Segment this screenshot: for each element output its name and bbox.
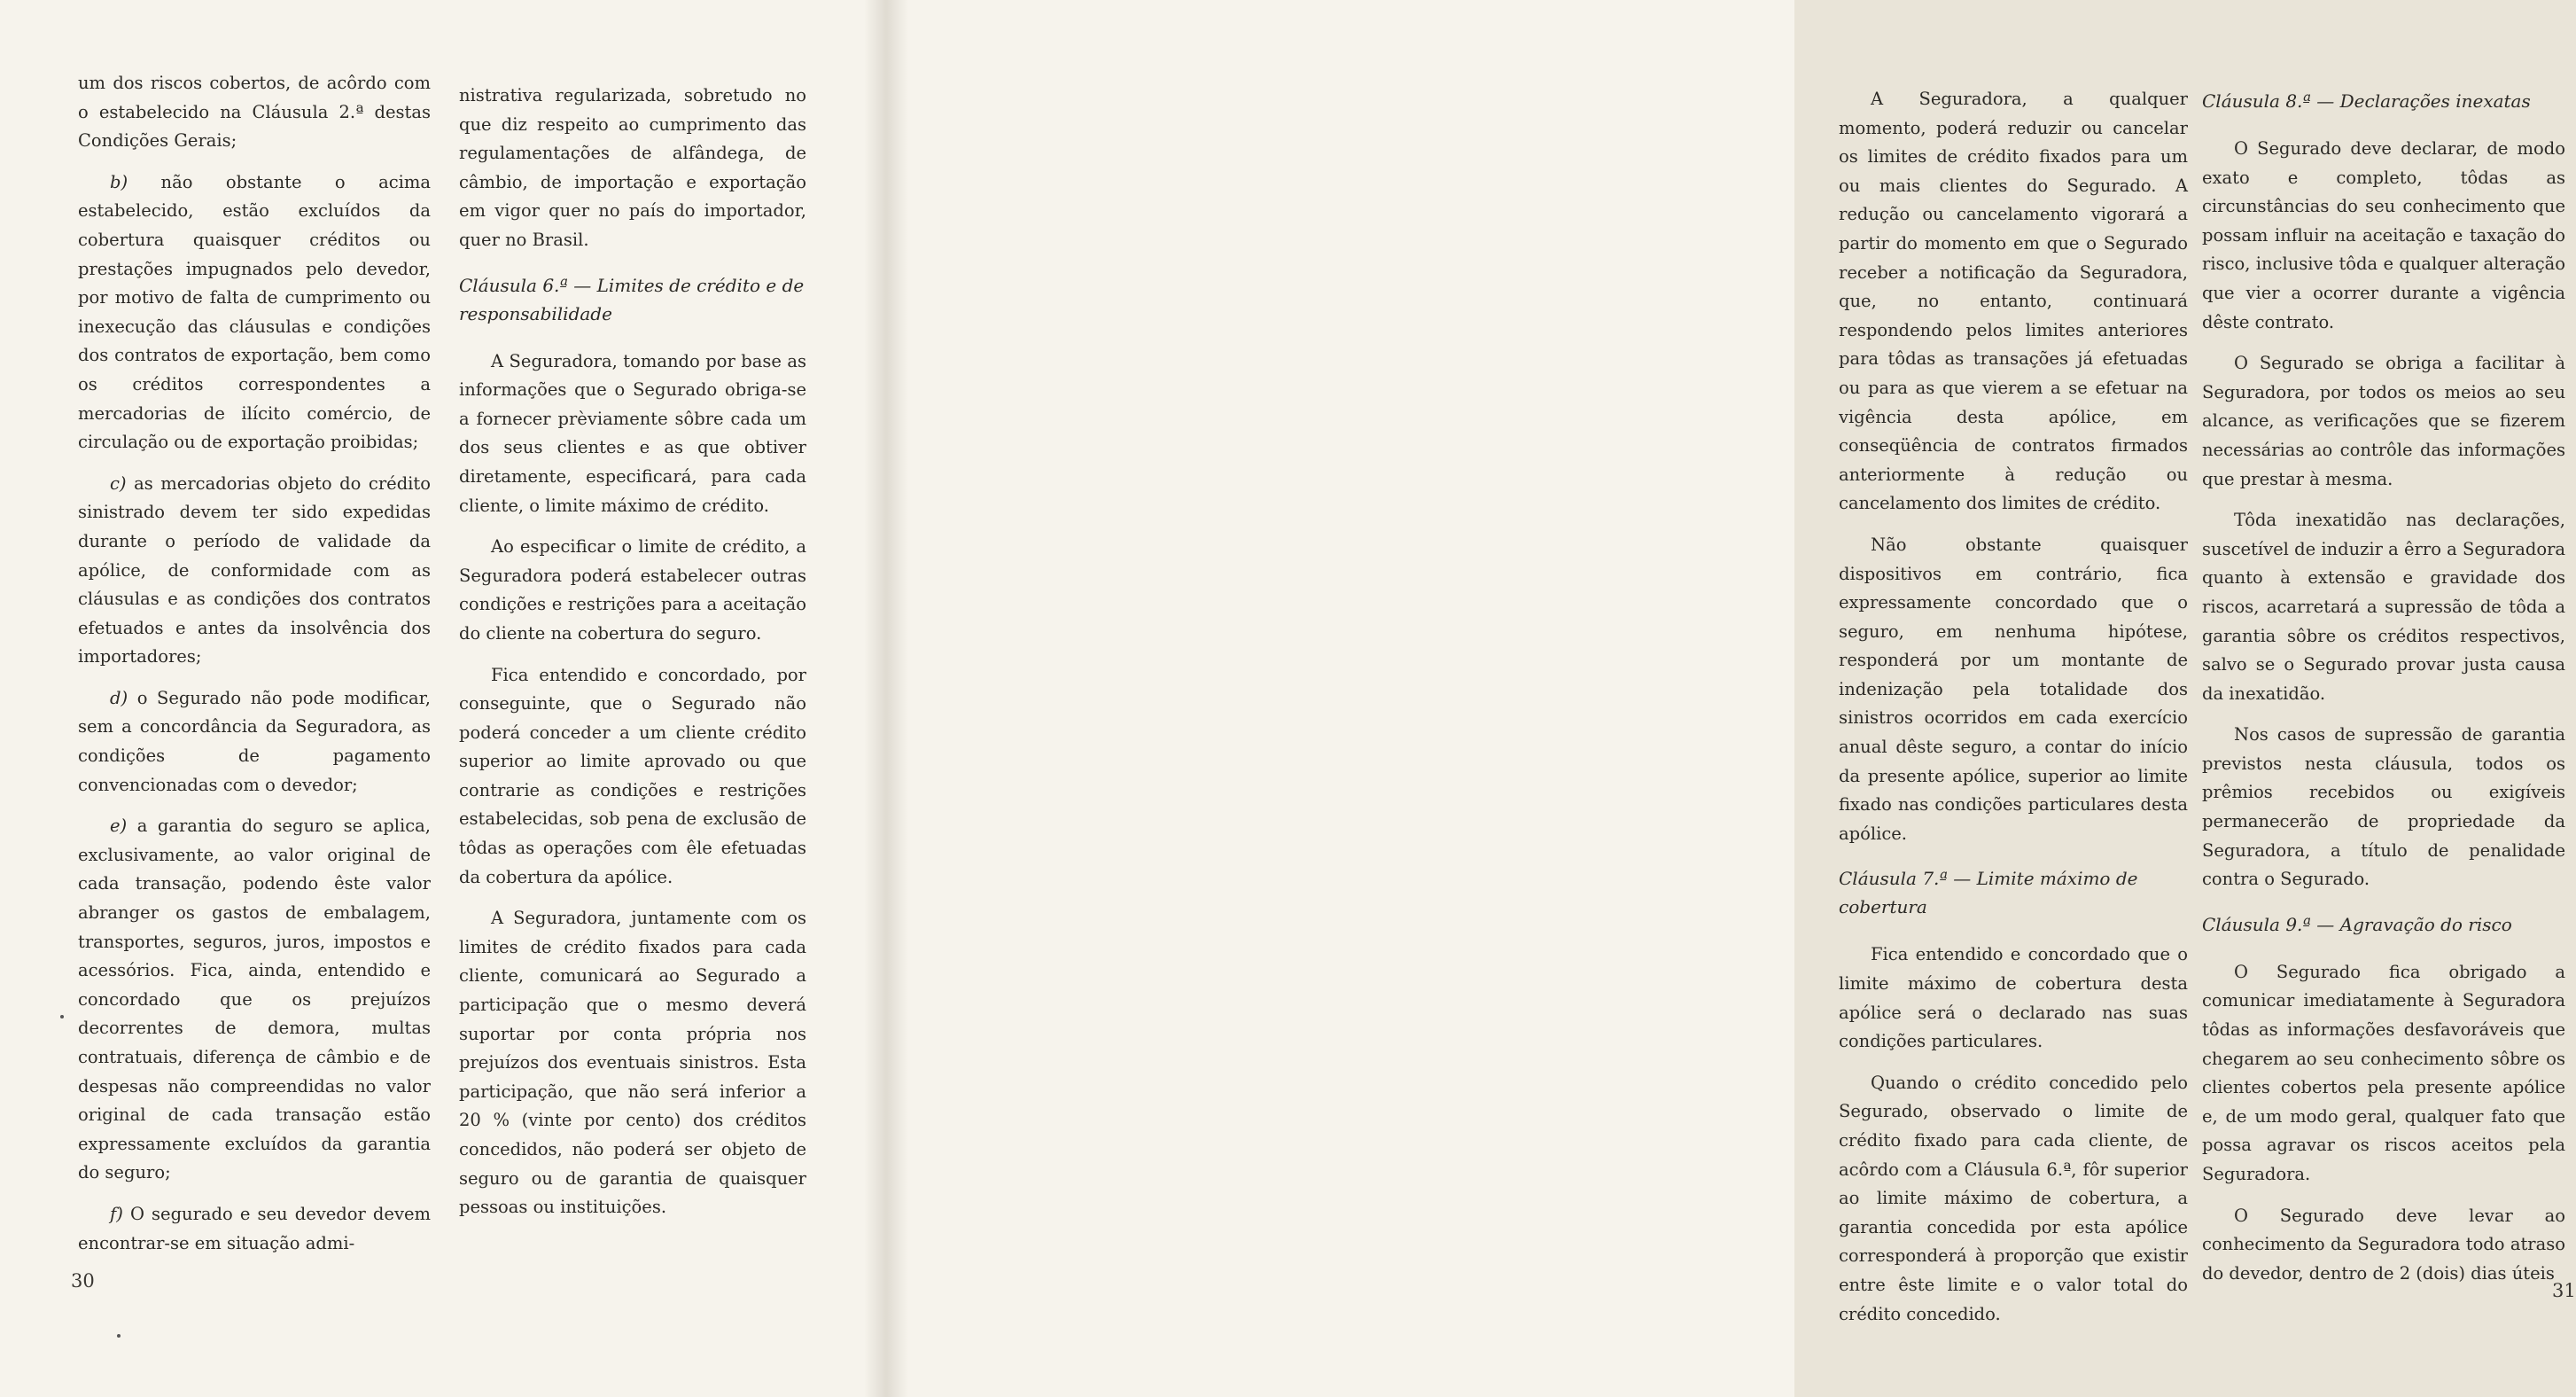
list-item-paragraph (78, 168, 431, 457)
left-page-column-2 (459, 82, 806, 1235)
body-paragraph: Ao especificar o limite de crédito, a Seguradora poderá estabelecer outras condições e restrições para a aceitação do cliente na cobertura do seguro. (459, 536, 806, 644)
body-paragraph: O Segurado fica obrigado a comunicar imediatamente à Seguradora tôdas as informações desfavoráveis que chegarem ao seu conhecimento sôbre os clientes cobertos pela presente apólice e, de um modo geral, qualquer fato que possa agravar os riscos aceitos pela Seguradora. (2202, 961, 2565, 1184)
page-number-left: 30 (71, 1270, 95, 1292)
left-page (0, 0, 886, 1397)
list-item-marker: d) (110, 687, 128, 708)
body-paragraph: um dos riscos cobertos, de acôrdo com o estabelecido na Cláusula 2.ª destas Condições Gerais; (78, 73, 431, 152)
list-item-text: não obstante o acima estabelecido, estão excluídos da cobertura quaisquer créditos ou prestações impugnados pelo devedor, por motivo de falta de cumprimento ou inexecução das cláusulas e condições dos contratos de exportação, bem como os créditos correspondentes a mercadorias de ilícito comércio, de circulação ou de exportação proibidas; (78, 171, 431, 453)
list-item-paragraph (78, 684, 431, 800)
list-item-text: O segurado e seu devedor devem encontrar-se em situação admi- (78, 1203, 432, 1253)
body-paragraph: Não obstante quaisquer dispositivos em contrário, fica expressamente concordado que o seguro, em nenhuma hipótese, responderá por um montante de indenização pela totalidade dos sinistros ocorridos em cada exercício anual dêste seguro, a contar do início da presente apólice, superior ao limite fixado nas condições particulares desta apólice. (1839, 534, 2188, 844)
right-page-column-1 (1839, 85, 2188, 1341)
list-item-paragraph (78, 1200, 431, 1258)
clause-heading: Cláusula 8.ª — Declarações inexatas (2202, 90, 2531, 112)
list-item-marker: e) (110, 816, 128, 837)
body-paragraph: A Seguradora, a qualquer momento, poderá reduzir ou cancelar os limites de crédito fixados para um ou mais clientes do Segurado. A redução ou cancelamento vigorará a partir do momento em que o Segurado receber a notificação da Seguradora, que, no entanto, continuará respondendo pelos limites anteriores para tôdas as transações já efetuadas ou para as que vierem a se efetuar na vigência desta apólice, em conseqüência de contratos firmados anteriormente à redução ou cancelamento dos limites de crédito. (1839, 89, 2188, 514)
paper-speck (117, 1334, 121, 1338)
list-item-text: a garantia do seguro se aplica, exclusivamente, ao valor original de cada transação, podendo êste valor abranger os gastos de embalagem, transportes, seguros, juros, impostos e acessórios. Fica, ainda, entendido e concordado que os prejuízos decorrentes de demora, multas contratuais, diferença de câmbio e de despesas não compreendidas no valor original de cada transação estão expressamente excluídos da garantia do seguro; (78, 816, 431, 1183)
body-paragraph: Fica entendido e concordado que o limite máximo de cobertura desta apólice será o declarado nas suas condições particulares. (1839, 944, 2188, 1052)
list-item-paragraph (78, 812, 431, 1188)
body-paragraph: Fica entendido e concordado, por conseguinte, que o Segurado não poderá conceder a um cliente crédito superior ao limite aprovado ou que contrarie as condições e restrições estabelecidas, sob pena de exclusão de tôdas as operações com êle efetuadas da cobertura da apólice. (459, 664, 806, 887)
left-page-column-1 (78, 69, 431, 1270)
body-paragraph: Nos casos de supressão de garantia previstos nesta cláusula, todos os prêmios recebidos ou exigíveis permanecerão de propriedade da Seguradora, a título de penalidade contra o Segurado. (2202, 724, 2565, 890)
clause-heading: Cláusula 7.ª — Limite máximo de cobertura (1839, 868, 2138, 918)
clause-heading: Cláusula 9.ª — Agravação do risco (2202, 913, 2512, 935)
body-paragraph: A Seguradora, juntamente com os limites de crédito fixados para cada cliente, comunicará ao Segurado a participação que o mesmo deverá suportar por conta própria nos prejuízos dos eventuais sinistros. Esta participação, que não será inferior a 20 % (vinte por cento) dos créditos concedidos, não poderá ser objeto de seguro ou de garantia de quaisquer pessoas ou instituições. (459, 908, 806, 1218)
body-paragraph: Quando o crédito concedido pelo Segurado, observado o limite de crédito fixado para cada cliente, de acôrdo com a Cláusula 6.ª, fôr superior ao limite máximo de cobertura, a garantia concedida por esta apólice corresponderá à proporção que existir entre êste limite e o valor total do crédito concedido. (1839, 1072, 2188, 1324)
paper-speck (60, 1015, 64, 1018)
list-item-marker: c) (110, 472, 127, 494)
body-paragraph: O Segurado se obriga a facilitar à Seguradora, por todos os meios ao seu alcance, as verificações que se fizerem necessárias ao contrôle das informações que prestar à mesma. (2202, 353, 2565, 489)
body-paragraph: O Segurado deve levar ao conhecimento da Seguradora todo atraso do devedor, dentro de 2 (dois) dias úteis (2202, 1205, 2565, 1284)
body-paragraph: A Seguradora, tomando por base as informações que o Segurado obriga-se a fornecer prèviamente sôbre cada um dos seus clientes e as que obtiver diretamente, especificará, para cada cliente, o limite máximo de crédito. (459, 350, 806, 516)
page-number-right: 31 (2552, 1280, 2576, 1301)
body-paragraph: O Segurado deve declarar, de modo exato e completo, tôdas as circunstâncias do seu conhecimento que possam influir na aceitação e taxação do risco, inclusive tôda e qualquer alteração que vier a ocorrer durante a vigência dêste contrato. (2202, 138, 2565, 332)
list-item-marker: b) (110, 171, 128, 192)
list-item-text: o Segurado não pode modificar, sem a concordância da Seguradora, as condições de pagamento convencionadas com o devedor; (78, 687, 431, 795)
right-page (886, 0, 2576, 1397)
list-item-paragraph (78, 470, 431, 672)
list-item-text: as mercadorias objeto do crédito sinistrado devem ter sido expedidas durante o período de validade da apólice, de conformidade com as cláusulas e as condições dos contratos efetuados e antes da insolvência dos importadores; (78, 472, 431, 667)
body-paragraph: Tôda inexatidão nas declarações, suscetível de induzir a êrro a Seguradora quanto à extensão e gravidade dos riscos, acarretará a supressão de tôda a garantia sôbre os créditos respectivos, salvo se o Segurado provar justa causa da inexatidão. (2202, 510, 2566, 704)
body-paragraph: nistrativa regularizada, sobretudo no que diz respeito ao cumprimento das regulamentações de alfândega, de câmbio, de importação e exportação em vigor quer no país do importador, quer no Brasil. (459, 85, 806, 250)
list-item-marker: f) (110, 1203, 123, 1224)
right-page-column-2 (2202, 71, 2565, 1300)
clause-heading: Cláusula 6.ª — Limites de crédito e de responsabilidade (459, 274, 805, 324)
book-gutter (864, 0, 908, 1397)
